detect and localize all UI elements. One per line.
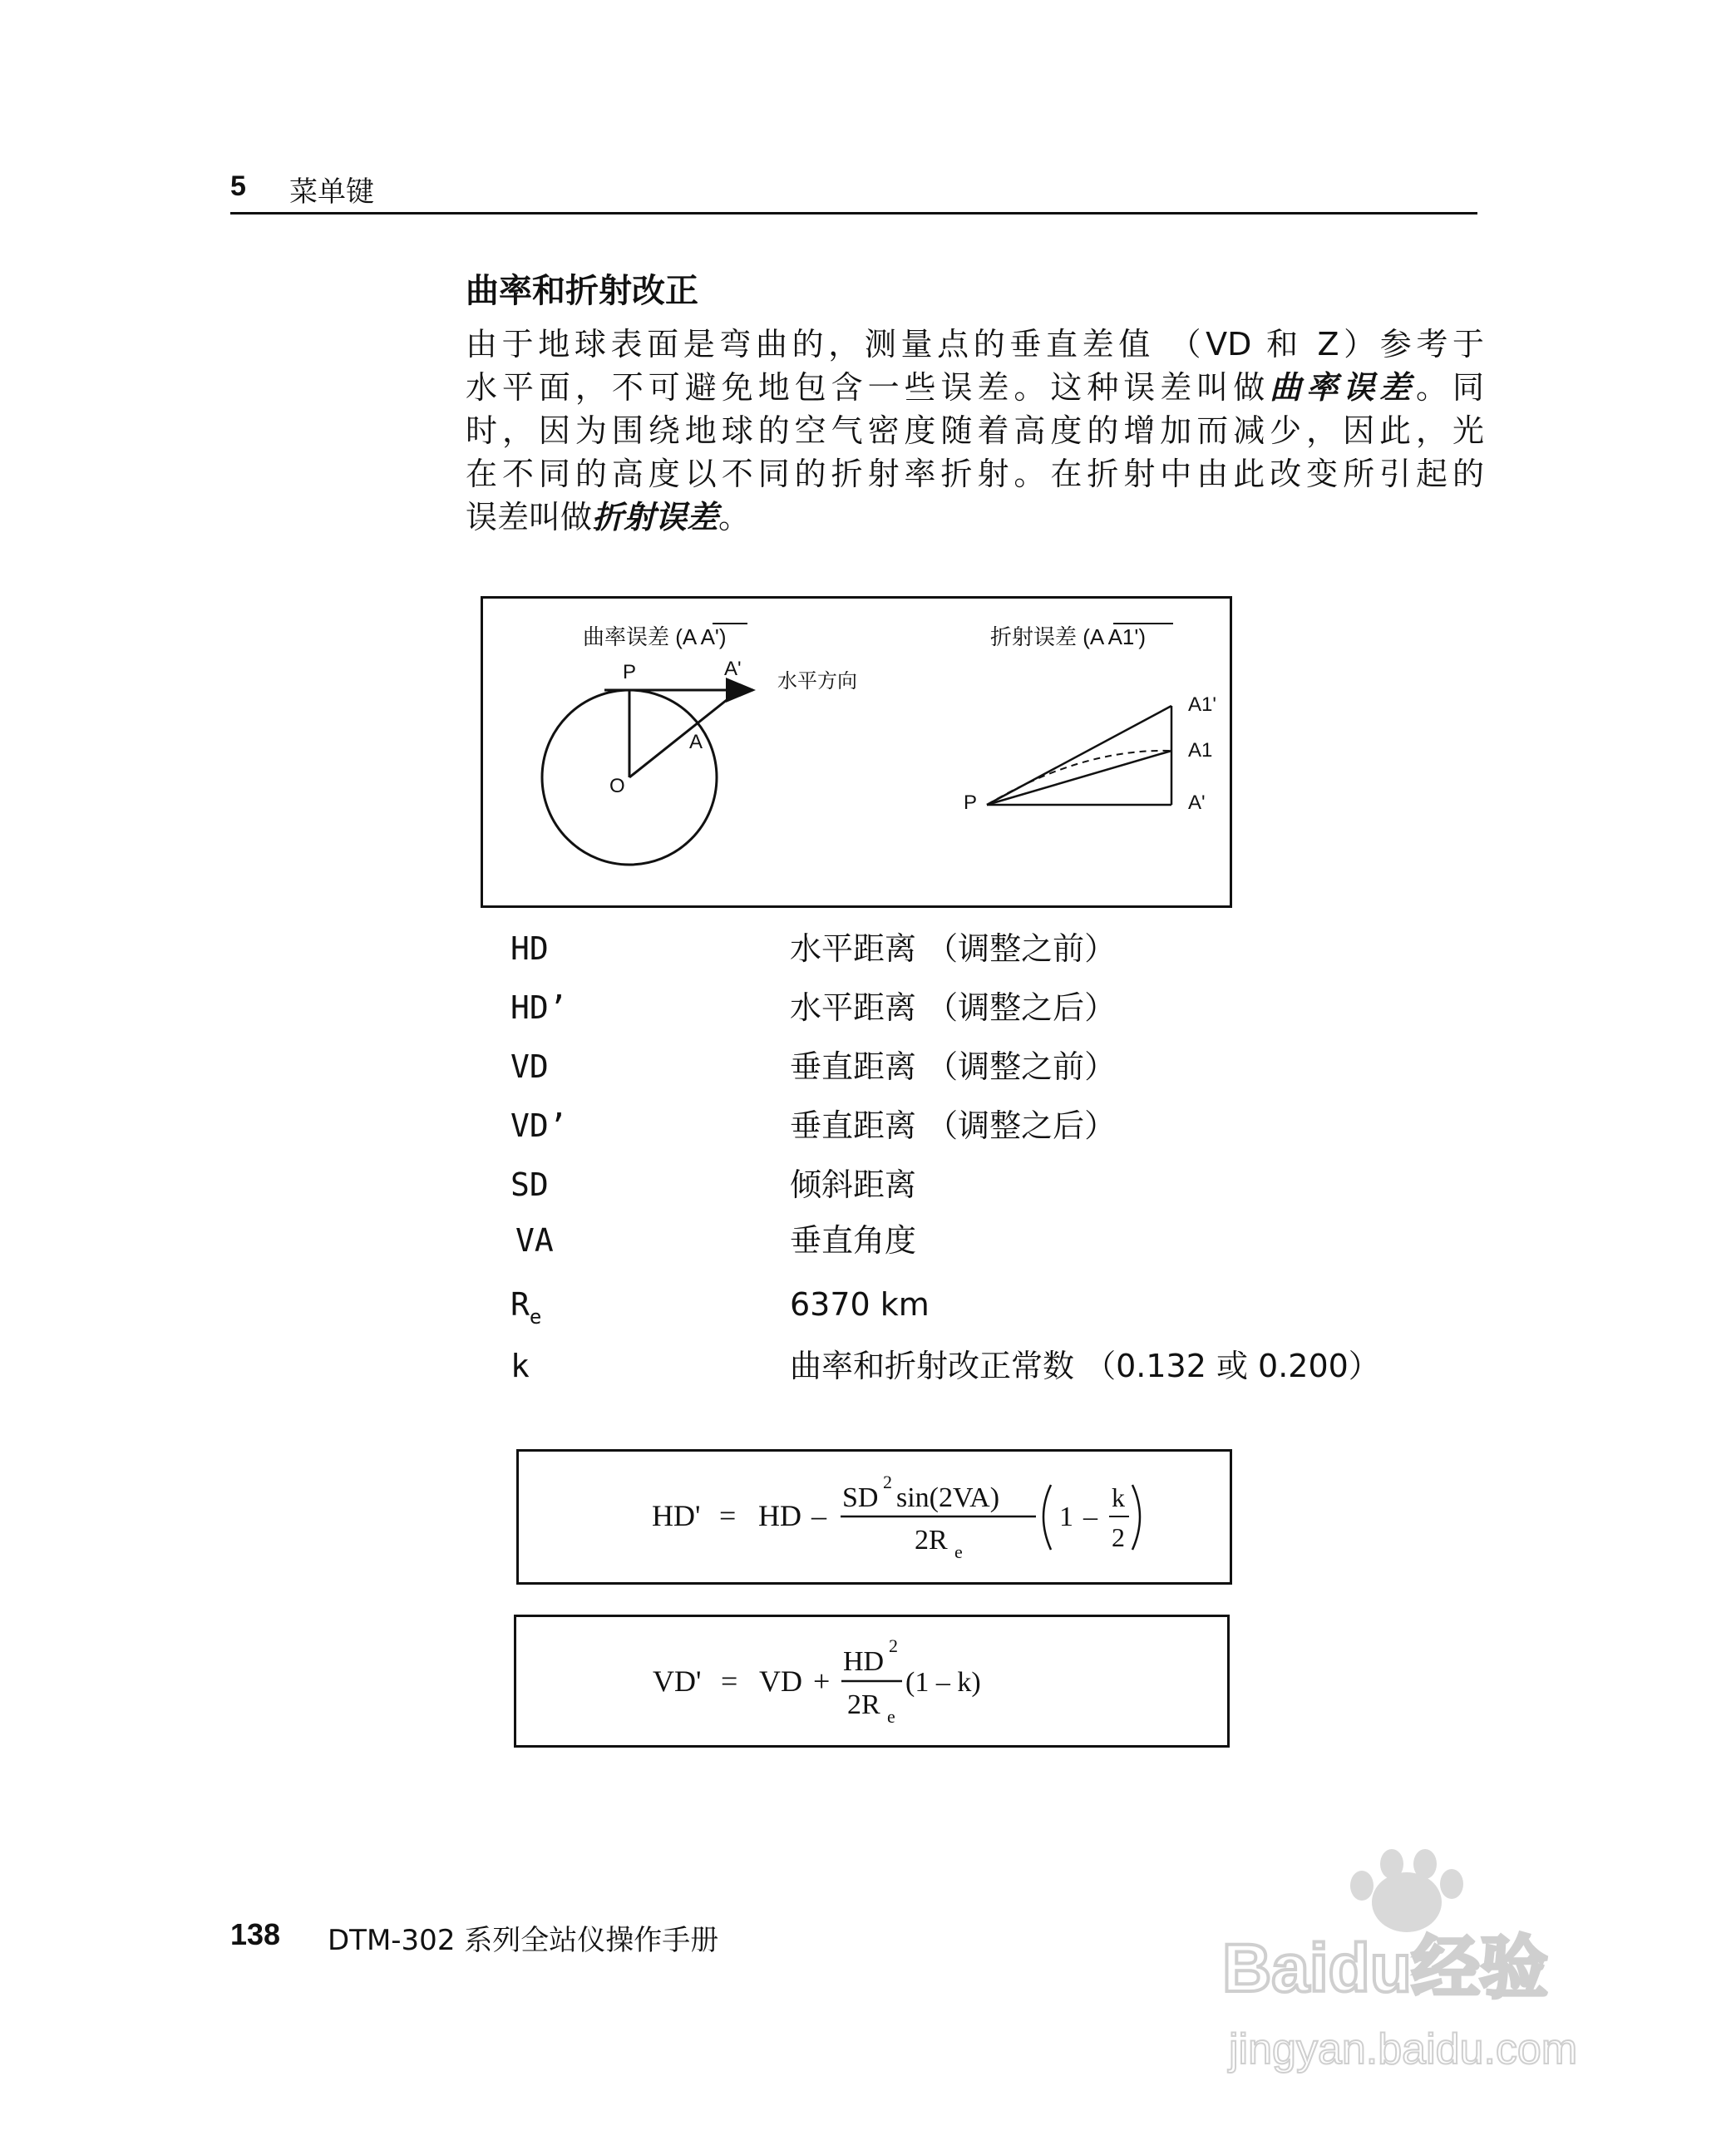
formula-vd: [516, 1617, 1232, 1750]
line-o-a-prime: [629, 690, 739, 777]
glossary-term: SD: [510, 1166, 549, 1203]
glossary-term: $R_e$: [510, 1286, 542, 1329]
glossary-desc: 垂直距离 （调整之前）: [790, 1048, 1117, 1085]
watermark-svg: [1222, 1837, 1621, 2087]
formula-hd-paren-one: 1: [1059, 1502, 1073, 1532]
refraction-title: 折射误差 (A A1'): [990, 624, 1147, 649]
formula-vd-den-main: 2R: [847, 1689, 880, 1720]
manual-title: DTM-302 系列全站仪操作手册: [328, 1924, 719, 1957]
glossary-desc: 水平距离 （调整之前）: [790, 930, 1117, 967]
header-rule: [230, 212, 1477, 215]
formula-vd-rhs: VD: [759, 1664, 802, 1698]
paragraph-line: 时，因为围绕地球的空气密度随着高度的增加而减少，因此，光: [466, 412, 1484, 449]
formula-hd-num-main: SD: [842, 1482, 879, 1513]
formula-hd-box: [516, 1449, 1232, 1585]
paragraph-line: 由于地球表面是弯曲的，测量点的垂直差值 （VD 和 Z）参考于: [466, 326, 1484, 362]
formula-hd-den-sub: e: [954, 1541, 963, 1562]
line-p-a1-prime: [987, 706, 1171, 805]
chapter-title: 菜单键: [289, 175, 374, 209]
formula-vd-eq: =: [721, 1664, 738, 1698]
glossary-term: VD’: [510, 1107, 568, 1144]
diagram-svg: [483, 599, 1235, 910]
paw-icon: [1350, 1849, 1463, 1932]
formula-hd-frac-num: k: [1112, 1482, 1125, 1512]
section-title: 曲率和折射改正: [466, 272, 698, 310]
label-p-refraction: P: [964, 791, 978, 814]
formula-vd-box: [514, 1615, 1230, 1748]
formula-hd-num-rest: sin(2VA): [896, 1482, 1000, 1513]
horizontal-direction-label: 水平方向: [777, 669, 857, 693]
glossary-term: HD: [510, 930, 549, 967]
chapter-number: 5: [230, 170, 246, 202]
curvature-title: 曲率误差 (A A'): [583, 624, 727, 649]
formula-vd-plus: +: [813, 1664, 831, 1698]
formula-hd-frac-den: 2: [1112, 1522, 1125, 1552]
formula-vd-lhs: VD': [653, 1664, 702, 1698]
formula-hd-rparen: [1132, 1485, 1140, 1550]
label-a-prime-refraction: A': [1188, 791, 1206, 814]
formula-hd-num-exp: 2: [883, 1472, 892, 1492]
label-p: P: [623, 661, 637, 683]
glossary-desc: 垂直距离 （调整之后）: [790, 1107, 1117, 1144]
page-number: 138: [230, 1917, 281, 1951]
glossary-term: VA: [515, 1222, 554, 1259]
formula-vd-num-exp: 2: [889, 1635, 898, 1656]
watermark-brand: Baidu经验: [1222, 1931, 1548, 2006]
formula-hd: [519, 1452, 1235, 1587]
glossary-desc: 倾斜距离: [790, 1166, 917, 1203]
paragraph-line: 误差叫做折射误差。: [466, 499, 751, 535]
label-a: A: [689, 731, 703, 753]
paragraph-line: 水平面，不可避免地包含一些误差。这种误差叫做曲率误差。同: [466, 369, 1484, 406]
glossary-desc: 水平距离 （调整之后）: [790, 989, 1117, 1026]
baidu-watermark: [1222, 1837, 1621, 2087]
glossary-desc: 6370 km: [790, 1286, 930, 1323]
glossary-term: HD’: [510, 989, 568, 1026]
formula-hd-lparen: [1043, 1485, 1051, 1550]
formula-hd-den-main: 2R: [915, 1525, 948, 1556]
label-a1: A1: [1188, 739, 1213, 762]
formula-hd-eq: =: [719, 1499, 737, 1532]
formula-hd-rhs: HD: [758, 1499, 801, 1532]
section-paragraph: [466, 323, 1484, 539]
glossary-term: k: [510, 1348, 530, 1384]
label-a-prime: A': [724, 658, 742, 680]
term-refraction-error: 折射误差: [592, 499, 719, 535]
watermark-url: jingyan.baidu.com: [1229, 2025, 1578, 2074]
formula-hd-paren-minus: –: [1083, 1502, 1097, 1532]
label-o: O: [609, 775, 625, 797]
formula-hd-lhs: HD': [652, 1499, 701, 1532]
term-curvature-error: 曲率误差: [1270, 369, 1417, 406]
paragraph-line: 在不同的高度以不同的折射率折射。在折射中由此改变所引起的: [466, 456, 1484, 492]
formula-hd-minus: –: [811, 1499, 826, 1532]
glossary-desc: 垂直角度: [790, 1222, 917, 1259]
formula-vd-den-sub: e: [887, 1706, 895, 1727]
line-p-a1: [987, 751, 1171, 805]
formula-vd-tail: (1 – k): [905, 1667, 981, 1698]
label-a1-prime: A1': [1188, 693, 1216, 716]
formula-vd-num-main: HD: [843, 1646, 885, 1677]
glossary-desc: 曲率和折射改正常数 （0.132 或 0.200）: [790, 1348, 1380, 1384]
glossary-term: VD: [510, 1048, 549, 1085]
curvature-refraction-diagram: [481, 596, 1232, 908]
